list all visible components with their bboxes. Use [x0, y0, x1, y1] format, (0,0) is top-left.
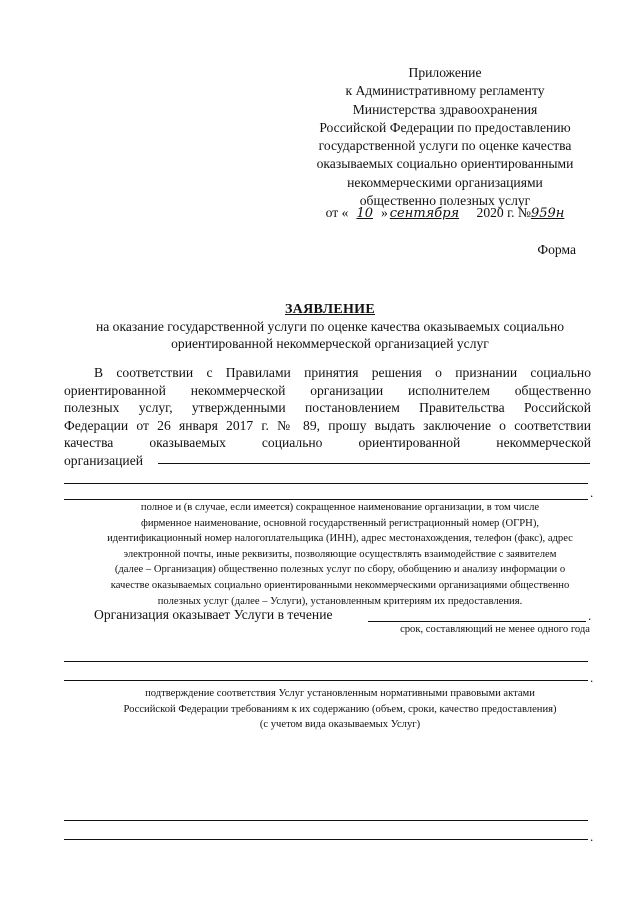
hint-line: идентификационный номер налогоплательщика (ИНН), адрес местонахождения, телефон (факс), адрес: [107, 533, 573, 545]
hint-line: полезных услуг (далее – Услуги), установленным критериям их предоставления.: [157, 595, 523, 607]
date-day: 10: [356, 206, 373, 221]
date-year: 2020 г. №: [476, 205, 531, 220]
date-prefix: от «: [325, 205, 349, 220]
order-date-line: [300, 205, 590, 221]
service-period-field[interactable]: [368, 621, 586, 622]
service-period-hint: срок, составляющий не менее одного года: [400, 624, 590, 635]
hint-line: Российской Федерации требованиям к их содержанию (объем, сроки, качество предоставления): [123, 703, 557, 715]
header-line: государственной услуги по оценке качества: [318, 138, 572, 154]
body-line: Федерации от 26 января 2017 г. № 89, прошу выдать заключение о соответствии: [64, 417, 591, 433]
order-number: 959н: [530, 206, 565, 221]
hint-line: электронной почты, иные реквизиты, позволяющие осуществлять взаимодействие с заявителем: [123, 548, 557, 560]
date-month: сентября: [389, 206, 460, 221]
appendix-header: [300, 64, 590, 210]
hint-line: подтверждение соответствия Услуг установленным нормативными правовыми актами: [145, 688, 535, 699]
body-line: качества оказываемых социально ориентированной некоммерческой: [64, 435, 591, 451]
org-name-field-line-2[interactable]: [64, 483, 588, 484]
period-mark: .: [588, 608, 592, 623]
date-sep: »: [380, 205, 388, 220]
header-line: к Административному регламенту: [345, 83, 545, 99]
org-name-hint: [80, 500, 600, 609]
period-mark: .: [590, 485, 594, 500]
header-line: Министерства здравоохранения: [352, 101, 538, 117]
hint-line: качестве оказываемых социально ориентированными некоммерческими организациями общественно: [110, 579, 570, 591]
header-line: оказываемых социально ориентированными: [316, 156, 574, 172]
additional-field-line-1[interactable]: [64, 820, 588, 821]
header-line: некоммерческими организациями: [347, 174, 543, 190]
subtitle-line: ориентированной некоммерческой организацией услуг: [171, 336, 489, 351]
header-line: Российской Федерации по предоставлению: [319, 119, 571, 135]
period-mark: .: [590, 670, 594, 685]
hint-line: полное и (в случае, если имеется) сокращенное наименование организации, в том числе: [140, 502, 540, 513]
conformity-hint: [80, 686, 600, 733]
document-subtitle: [50, 318, 610, 352]
body-paragraph: [64, 364, 591, 470]
subtitle-line: на оказание государственной услуги по оценке качества оказываемых социально: [95, 319, 565, 334]
period-mark: .: [590, 829, 594, 844]
conformity-field-line-2[interactable]: [64, 680, 588, 681]
form-label: Форма: [537, 242, 576, 257]
header-line: общественно полезных услуг: [359, 193, 531, 209]
service-period-label: Организация оказывает Услуги в течение: [94, 607, 333, 622]
conformity-field-line-1[interactable]: [64, 661, 588, 662]
hint-line: фирменное наименование, основной государственный регистрационный номер (ОГРН),: [140, 517, 539, 529]
body-line: В соответствии с Правилами принятия решения о признании социально: [94, 365, 591, 380]
org-name-field[interactable]: [158, 463, 590, 464]
body-last-line: [64, 452, 591, 470]
body-line: полезных услуг, утвержденными постановлением Правительства Российской: [64, 400, 591, 416]
body-last-word: организацией: [64, 452, 144, 468]
body-line: ориентированной некоммерческой организации исполнителем общественно: [64, 382, 591, 398]
hint-line: (с учетом вида оказываемых Услуг): [259, 719, 421, 731]
document-title: ЗАЯВЛЕНИЕ: [284, 302, 375, 317]
additional-field-line-2[interactable]: [64, 839, 588, 840]
hint-line: (далее – Организация) общественно полезных услуг по сбору, обобщению и анализу информации о: [114, 564, 566, 576]
header-line: Приложение: [408, 65, 482, 80]
